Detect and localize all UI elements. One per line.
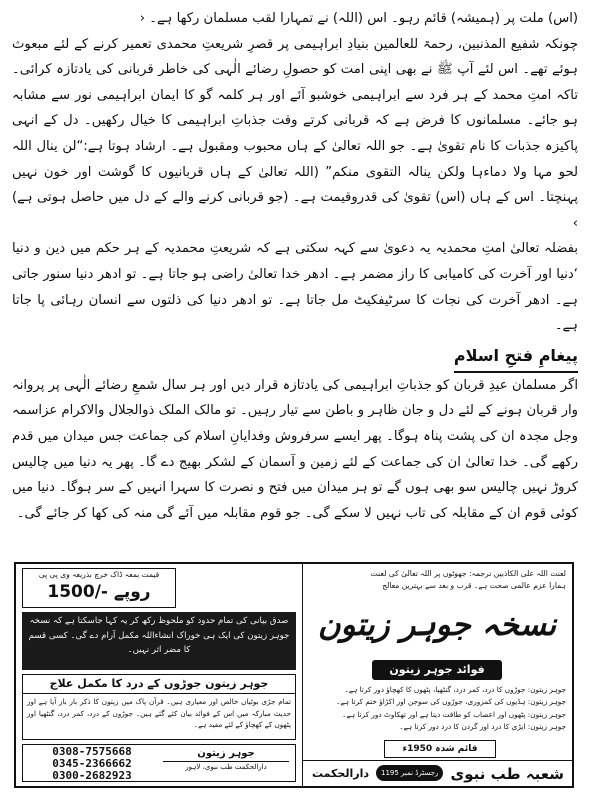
department-strip xyxy=(302,760,572,787)
phone-number: 0345-2366662 xyxy=(52,756,132,770)
section-heading-wrap xyxy=(12,339,578,373)
registration-badge: رجسٹرڈ نمبر 1195 xyxy=(376,765,443,781)
ad-top-lines xyxy=(308,568,566,592)
phone-number: 0300-2682923 xyxy=(52,768,132,782)
advertisement-box xyxy=(14,562,574,788)
article-paragraph-2: چونکہ شفیع المذنبین، رحمۃ للعالمین بنیادِ ابراہیمی پر قصرِ شریعتِ محمدی تعمیر کرنے کے لئے مبعوث ہوئے تھے۔ اس لئے آپ ﷺ نے بھی اپنی امت کو حصولِ رضائے الٰہی کی خاطر قربانی کی یادتازہ کرائی۔ تاکہ امتِ محمد کے ہر فرد سے ابراہیمی خوشبو آئے اور ہر کلمہ گو کا ایمان ابراہیمی نور سے مشابہ ہو جائے۔ مسلمانوں کا فرض ہے کہ قربانی کرتے وقت جذباتِ ابراہیمی کا خیال رکھیں۔ دل کے انہی پاکیزہ جذبات کا نام تقویٰ ہے۔ جو اللہ تعالیٰ کے ہاں محبوب ومقبول ہے۔ ارشاد ہوتا ہے:“لن ینال اللہ لحو مہا ولا دماءہا ولکن ینالہ التقوی منکم” (اللہ تعالیٰ کے ہاں قربانیوں کا گوشت اور خون نہیں پہنچتا۔ اس کے ہاں (اس) تقویٰ کی قدروقیمت ہے۔ (جو قربانی کرنے والے کے دل میں حاصل ہوتی ہے) › xyxy=(12,36,578,231)
department-name: شعبہ طب نبوی xyxy=(450,765,564,783)
section-heading: پیغامِ فتحِ اسلام xyxy=(454,341,578,373)
article-body xyxy=(12,6,578,526)
benefits-list xyxy=(308,684,566,734)
contact-address: دارالحکمت طب نبوی، لاہور xyxy=(185,763,267,771)
ad-right-column xyxy=(302,564,572,786)
treatment-text: تمام جڑی بوٹیاں خالص اور معیاری ہیں۔ قرآن پاک میں زیتون کا ذکر بار بار آیا ہے اور حدیث مبارکہ میں اس کے فوائد بیان کئے گئے ہیں۔ جوڑوں کے درد، کمر درد، گنٹھیا اور پٹھوں کے کھچاؤ کے لئے مفید ہے۔ xyxy=(27,697,291,729)
publisher-name: دارالحکمت xyxy=(312,767,369,780)
article-paragraph-3: بفضلہ تعالیٰ امتِ محمدیہ یہ دعویٰ سے کہہ سکتی ہے کہ شریعتِ محمدیہ کے ہر حکم میں دین و دنیا ‘دنیا اور آخرت کی کامیابی کا راز مضمر ہے۔ ادھر خدا تعالیٰ راضی ہو جاتا ہے۔ تو ادھر دنیا سنور جاتی ہے۔ ادھر آخرت کی نجات کا سرٹیفکیٹ مل جاتا ہے۔ تو ادھر دنیا کی ذلتوں سے انسان رہائی پا جاتا ہے۔ xyxy=(12,241,578,334)
established-badge: قائم شدہ 1950ء xyxy=(384,740,496,758)
brand-logo: نسخہ جوہر زیتون xyxy=(317,607,557,643)
treatment-box xyxy=(22,674,296,740)
phone-number: 0308-7575668 xyxy=(52,745,132,758)
shaded-note: صدق بیانی کی تمام حدود کو ملحوظ رکھ کر یہ کہا جاسکتا ہے کہ نسخہ جوہر زیتون کی ایک ہی خوراک انشاءاللہ مکمل آرام دے گی۔ کسی قسم کا مضر اثر نہیں۔ xyxy=(22,612,296,670)
treatment-title: جوہر زیتون جوڑوں کے درد کا مکمل علاج xyxy=(23,675,295,694)
price-caption: قیمت بمعہ ڈاک خرچ بذریعہ وی پی پی xyxy=(38,570,160,579)
benefit-item: جوہر زیتون: ہڈیوں کی کمزوری، جوڑوں کی سوجن اور اکڑاؤ ختم کرتا ہے۔ xyxy=(336,697,566,707)
contact-strip xyxy=(22,744,296,782)
benefits-title: فوائد جوہر زیتون xyxy=(372,660,502,680)
ad-left-column xyxy=(16,564,303,786)
article-paragraph-1: (اس) ملت پر (ہمیشہ) قائم رہو۔ اس (اللہ) نے تمہارا لقب مسلمان رکھا ہے۔ ‹ xyxy=(139,11,578,26)
benefit-item: جوہر زیتون: جوڑوں کا درد، کمر درد، گنٹھیا، پٹھوں کا کھچاؤ دور کرتا ہے۔ xyxy=(344,685,566,694)
contact-name: جوہر زیتون xyxy=(163,747,289,762)
price-value: 1500/- روپے xyxy=(47,582,151,602)
price-box xyxy=(22,568,176,608)
phone-list xyxy=(27,746,157,781)
article-paragraph-4: اگر مسلمان عیدِ قربان کو جذباتِ ابراہیمی کی یادتازہ قرار دیں اور ہر سال شمعِ رضائے الٰہی پر پروانہ وار قربان ہونے کے لئے دل و جان ظاہر و باطن سے تیار رہیں۔ تو مالک الملک ذوالجلال والاکرام عزاسمہ وجل مجدہ ان کی پشت پناہ ہوگا۔ پھر ایسے سرفروش وفدایانِ اسلام کی جماعت جس میدان میں قدم رکھے گی۔ خدا تعالیٰ ان کی جماعت کے لئے زمین و آسمان کے لشکر بھیج دے گا۔ پھر یہ دنیا میں چالیس کروڑ نہیں چالیس سو بھی ہوں گے تو ہر میدان میں فتح و نصرت کا سہرا انہیں کے سر ہوگا۔ دنیا میں کوئی قوم ان کے مقابلہ کی تاب نہیں لا سکے گی۔ جو قوم مقابلہ میں آئے گی منہ کی کھا کر جائے گی۔ xyxy=(12,377,578,521)
ad-top-line: لعنت اللہ علی الکاذبین ترجمہ: جھوٹوں پر اللہ تعالیٰ کی لعنت xyxy=(370,569,566,578)
benefit-item: جوہر زیتون: پٹھوں اور اعصاب کو طاقت دیتا ہے اور تھکاوٹ دور کرتا ہے۔ xyxy=(342,709,566,719)
benefit-item: جوہر زیتون: ایڑی کا درد اور گردن کا درد دور کرتا ہے۔ xyxy=(399,722,566,732)
ad-top-line: ہمارا عزم عالمی صحت ہے۔ قرب و بعد سے بہترین معالج xyxy=(382,581,566,590)
